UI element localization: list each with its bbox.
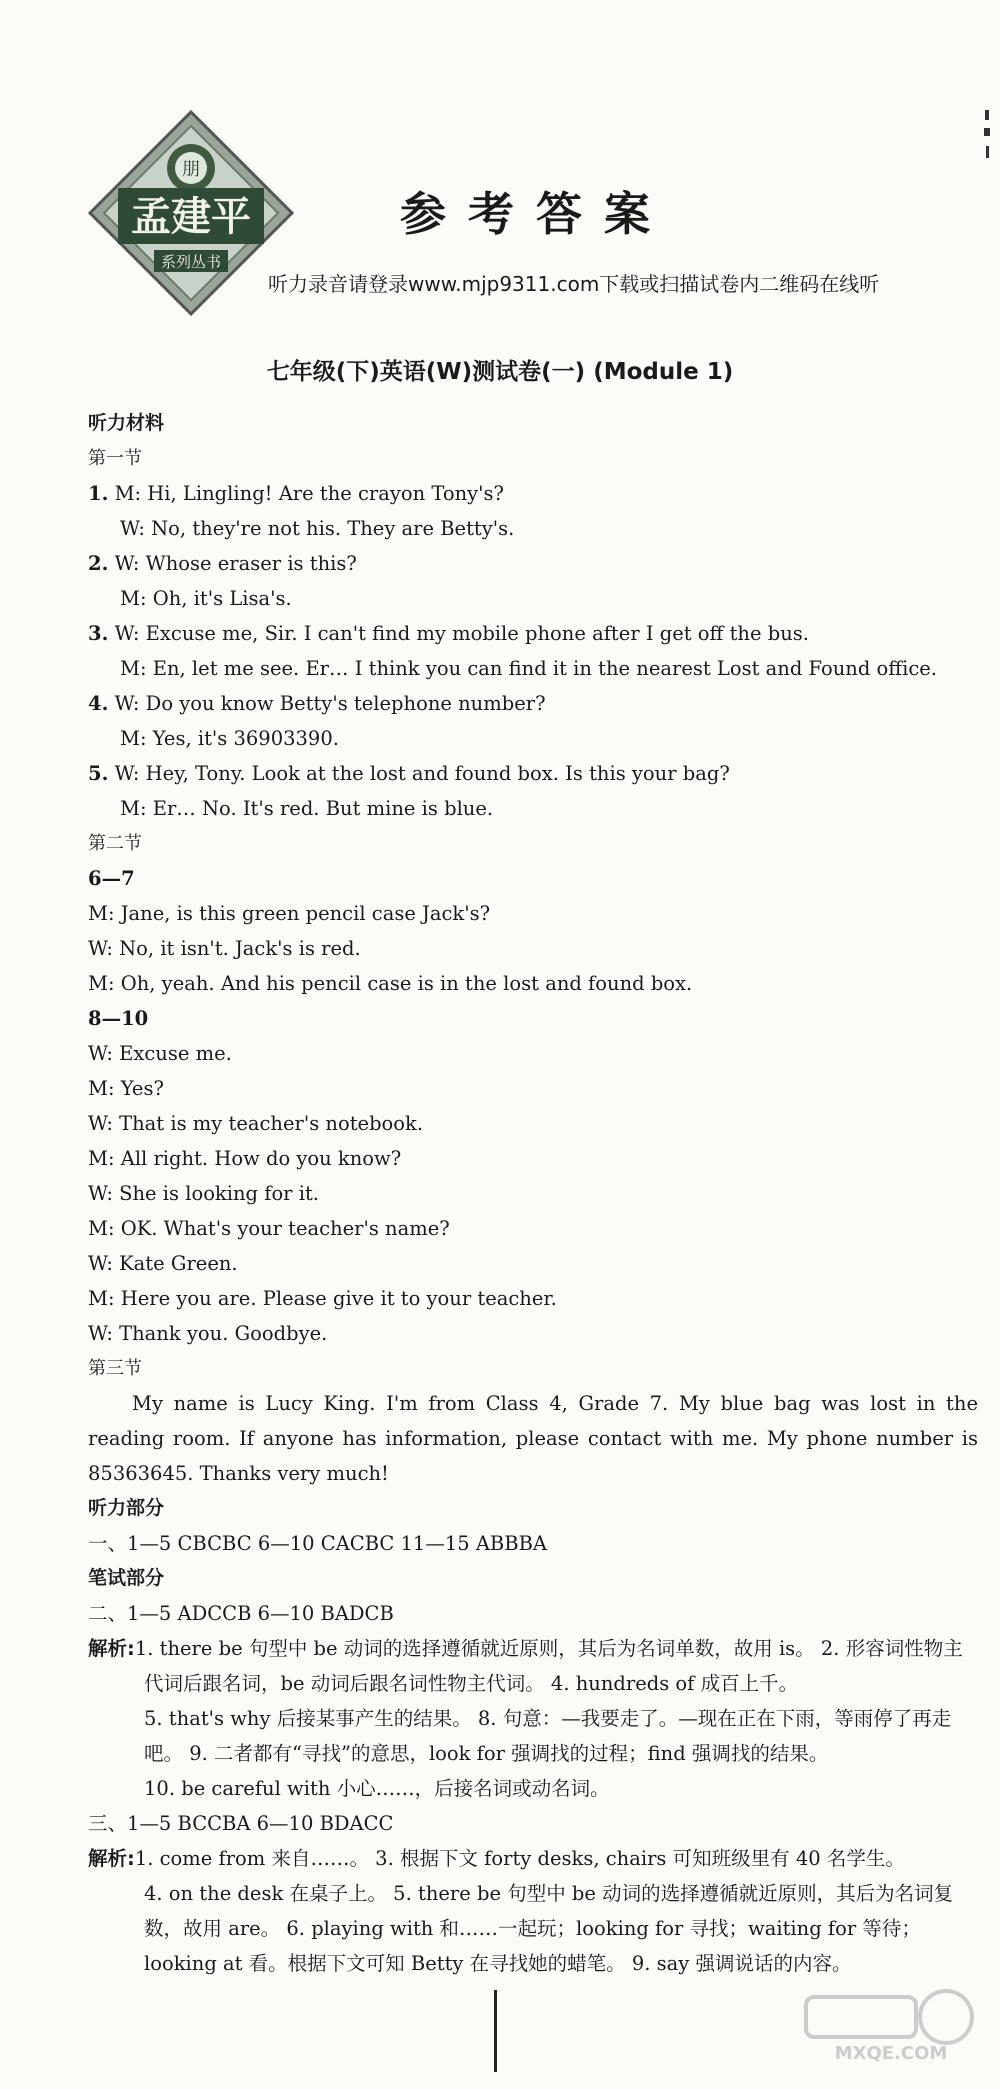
group-range: 6—7 [88,867,135,890]
dialogue-line: W: No, it isn't. Jack's is red. [88,937,361,960]
answer-content [88,406,978,1981]
dialogue-line: M: All right. How do you know? [88,1147,402,1170]
section2-explanation-cont: 10. be careful with 小心……，后接名词或动名词。 [144,1777,610,1800]
test-title: 七年级(下)英语(W)测试卷(一) (Module 1) [266,359,734,385]
dialogue-line: W: Excuse me. [88,1042,232,1065]
listening-answers: 一、1—5 CBCBC 6—10 CACBC 11—15 ABBBA [88,1532,547,1555]
download-note: 听力录音请登录www.mjp9311.com下载或扫描试卷内二维码在线听 [268,272,880,296]
svg-text:朋: 朋 [182,159,200,180]
dialogue-line: 4. W: Do you know Betty's telephone number? [88,692,546,715]
watermark-logo [796,1985,986,2065]
part2-label: 第二节 [88,833,142,854]
page-title: 参考答案 [400,187,672,241]
group-range: 8—10 [88,1007,149,1030]
publisher-logo [86,108,296,318]
logo-series: 系列丛书 [160,253,222,271]
section3-explanation: 解析:1. come from 来自……。 3. 根据下文 forty desks, chairs 可知班级里有 40 名学生。 [88,1847,905,1870]
part3-label: 第三节 [88,1358,142,1379]
dialogue-line: W: Kate Green. [88,1252,238,1275]
dialogue-line: M: Jane, is this green pencil case Jack's? [88,902,491,925]
part1-label: 第一节 [88,448,142,469]
dialogue-line: M: Er… No. It's red. But mine is blue. [120,797,494,820]
dialogue-line: 5. W: Hey, Tony. Look at the lost and found box. Is this your bag? [88,762,730,785]
dialogue-line: M: Yes? [88,1077,164,1100]
dialogue-line: W: Thank you. Goodbye. [88,1322,328,1345]
dialogue-line: M: En, let me see. Er… I think you can find it in the nearest Lost and Found office. [120,657,937,680]
written-answers-heading: 笔试部分 [88,1567,165,1589]
section2-answers: 二、1—5 ADCCB 6—10 BADCB [88,1602,394,1625]
listening-material-heading: 听力材料 [88,412,165,434]
dialogue-line: 1. M: Hi, Lingling! Are the crayon Tony's? [88,482,505,505]
dialogue-line: M: OK. What's your teacher's name? [88,1217,450,1240]
logo-text: 孟建平 [131,193,251,240]
ink-stroke [494,1990,497,2072]
dialogue-line: W: No, they're not his. They are Betty's. [120,517,515,540]
watermark-text: MXQE.COM [834,2043,948,2064]
dialogue-line: M: Yes, it's 36903390. [120,727,339,750]
dialogue-line: W: She is looking for it. [88,1182,319,1205]
section3-explanation-cont: 4. on the desk 在桌子上。 5. there be 句型中 be 动词的选择遵循就近原则，其后为名词复数，故用 are。 6. playing with 和……一起玩；looking for 寻找；waiting for 等待；looking at 看。根据下文可知 Betty 在寻找她的蜡笔。 9. say 强调说话的内容。 [144,1882,954,1975]
dialogue-line: 2. W: Whose eraser is this? [88,552,357,575]
dialogue-line: 3. W: Excuse me, Sir. I can't find my mobile phone after I get off the bus. [88,622,809,645]
dialogue-line: M: Oh, yeah. And his pencil case is in the lost and found box. [88,972,693,995]
dialogue-line: W: That is my teacher's notebook. [88,1112,424,1135]
part3-paragraph: My name is Lucy King. I'm from Class 4, Grade 7. My blue bag was lost in the reading room. If anyone has information, please contact with me. My phone number is 85363645. Thanks very much! [88,1392,978,1485]
section2-explanation-cont: 5. that's why 后接某事产生的结果。 8. 句意：—我要走了。—现在正在下雨，等雨停了再走吧。 9. 二者都有“寻找”的意思，look for 强调找的过程；find 强调找的结果。 [144,1707,952,1765]
edge-marks [982,110,994,174]
section3-answers: 三、1—5 BCCBA 6—10 BDACC [88,1812,394,1835]
listening-answers-heading: 听力部分 [88,1497,165,1519]
dialogue-line: M: Here you are. Please give it to your teacher. [88,1287,557,1310]
dialogue-line: M: Oh, it's Lisa's. [120,587,292,610]
section2-explanation: 解析:1. there be 句型中 be 动词的选择遵循就近原则，其后为名词单数，故用 is。 2. 形容词性物主代词后跟名词，be 动词后跟名词性物主代词。 4. hundreds of 成百上千。 [88,1637,963,1695]
